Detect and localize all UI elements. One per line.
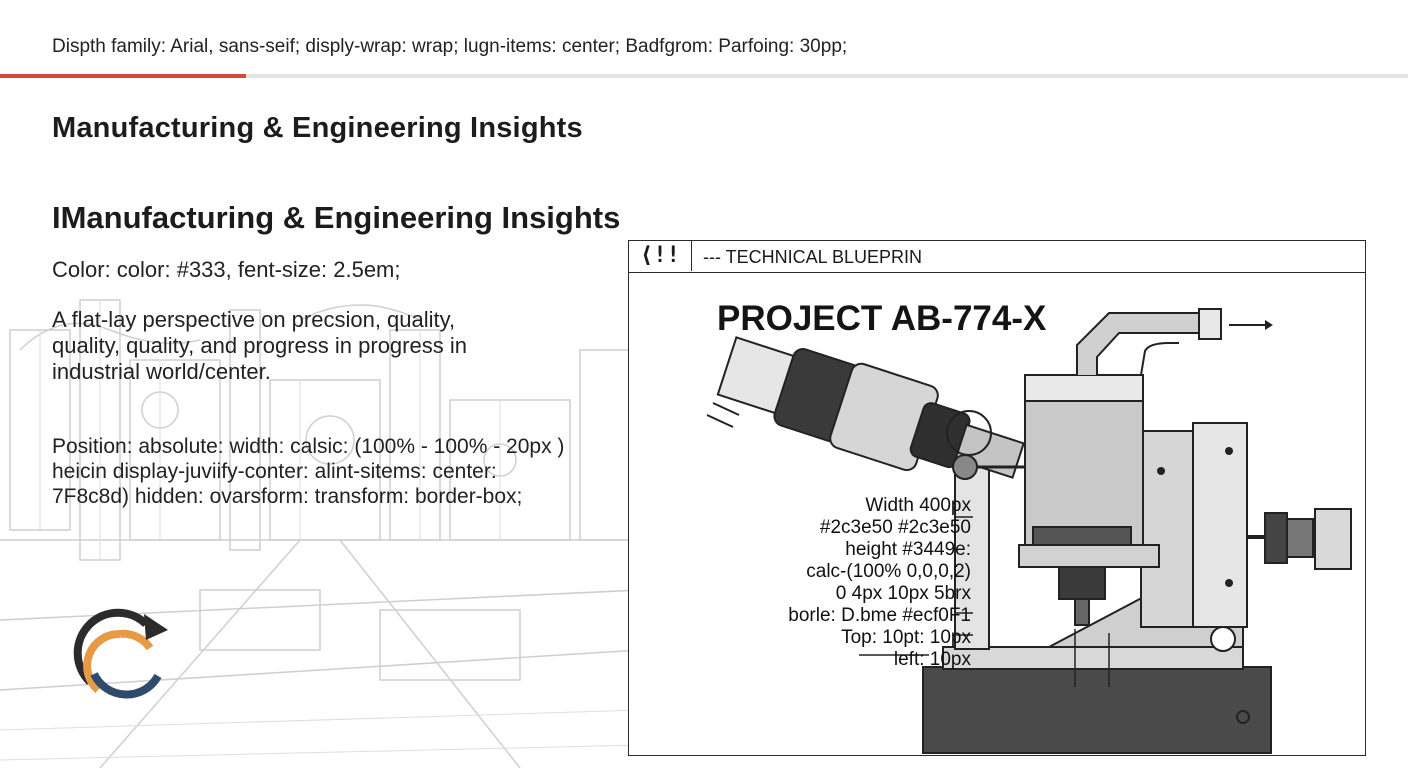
position-notes xyxy=(52,434,564,509)
color-note: Color: color: #333, fent-size: 2.5em; xyxy=(52,257,401,282)
description-line: quality, quality, and progress in progress in xyxy=(52,333,467,358)
spec-line: Top: 10pt: 10px xyxy=(841,627,971,648)
spec-line: Width 400px xyxy=(865,495,971,516)
refresh-cycle-icon xyxy=(68,604,178,714)
spec-line: left: 10px xyxy=(893,649,971,670)
blueprint-title: --- TECHNICAL BLUEPRIN xyxy=(703,247,923,267)
spec-line: borle: D.bme #ecf0F1 xyxy=(788,605,971,626)
blueprint-header xyxy=(629,241,1365,273)
position-line: 7F8c8d) hidden: ovarsform: transform: border-box; xyxy=(52,485,523,508)
project-label: PROJECT AB-774-X xyxy=(717,299,1047,338)
spec-line: 0 4px 10px 5brx xyxy=(835,583,971,604)
position-line: heicin display-juviify-conter: alint-sitems: center: xyxy=(52,460,497,483)
description-line: industrial world/center. xyxy=(52,359,271,384)
top-css-text: Dispth family: Arial, sans-seif; disply-wrap: wrap; lugn-items: center; Badfgrom: Parfoing: 30pp; xyxy=(52,36,848,57)
drill-press-illustration xyxy=(629,273,1365,755)
spec-line: height #3449e: xyxy=(845,539,971,560)
technical-blueprint-panel xyxy=(628,240,1366,756)
spec-callouts xyxy=(749,495,971,671)
description xyxy=(52,307,572,385)
position-line: Position: absolute: width: calsic: (100% - 100% - 20px ) xyxy=(52,435,565,458)
description-line: A flat-lay perspective on precsion, quality, xyxy=(52,307,456,332)
blueprint-tag: ⟨!! xyxy=(629,241,692,271)
section-heading: IManufacturing & Engineering Insights xyxy=(52,200,621,235)
spec-line: #2c3e50 #2c3e50 xyxy=(819,517,971,538)
page-title: Manufacturing & Engineering Insights xyxy=(52,112,583,144)
spec-line: calc-(100% 0,0,0,2) xyxy=(806,561,971,582)
header-accent-rule xyxy=(0,74,246,78)
